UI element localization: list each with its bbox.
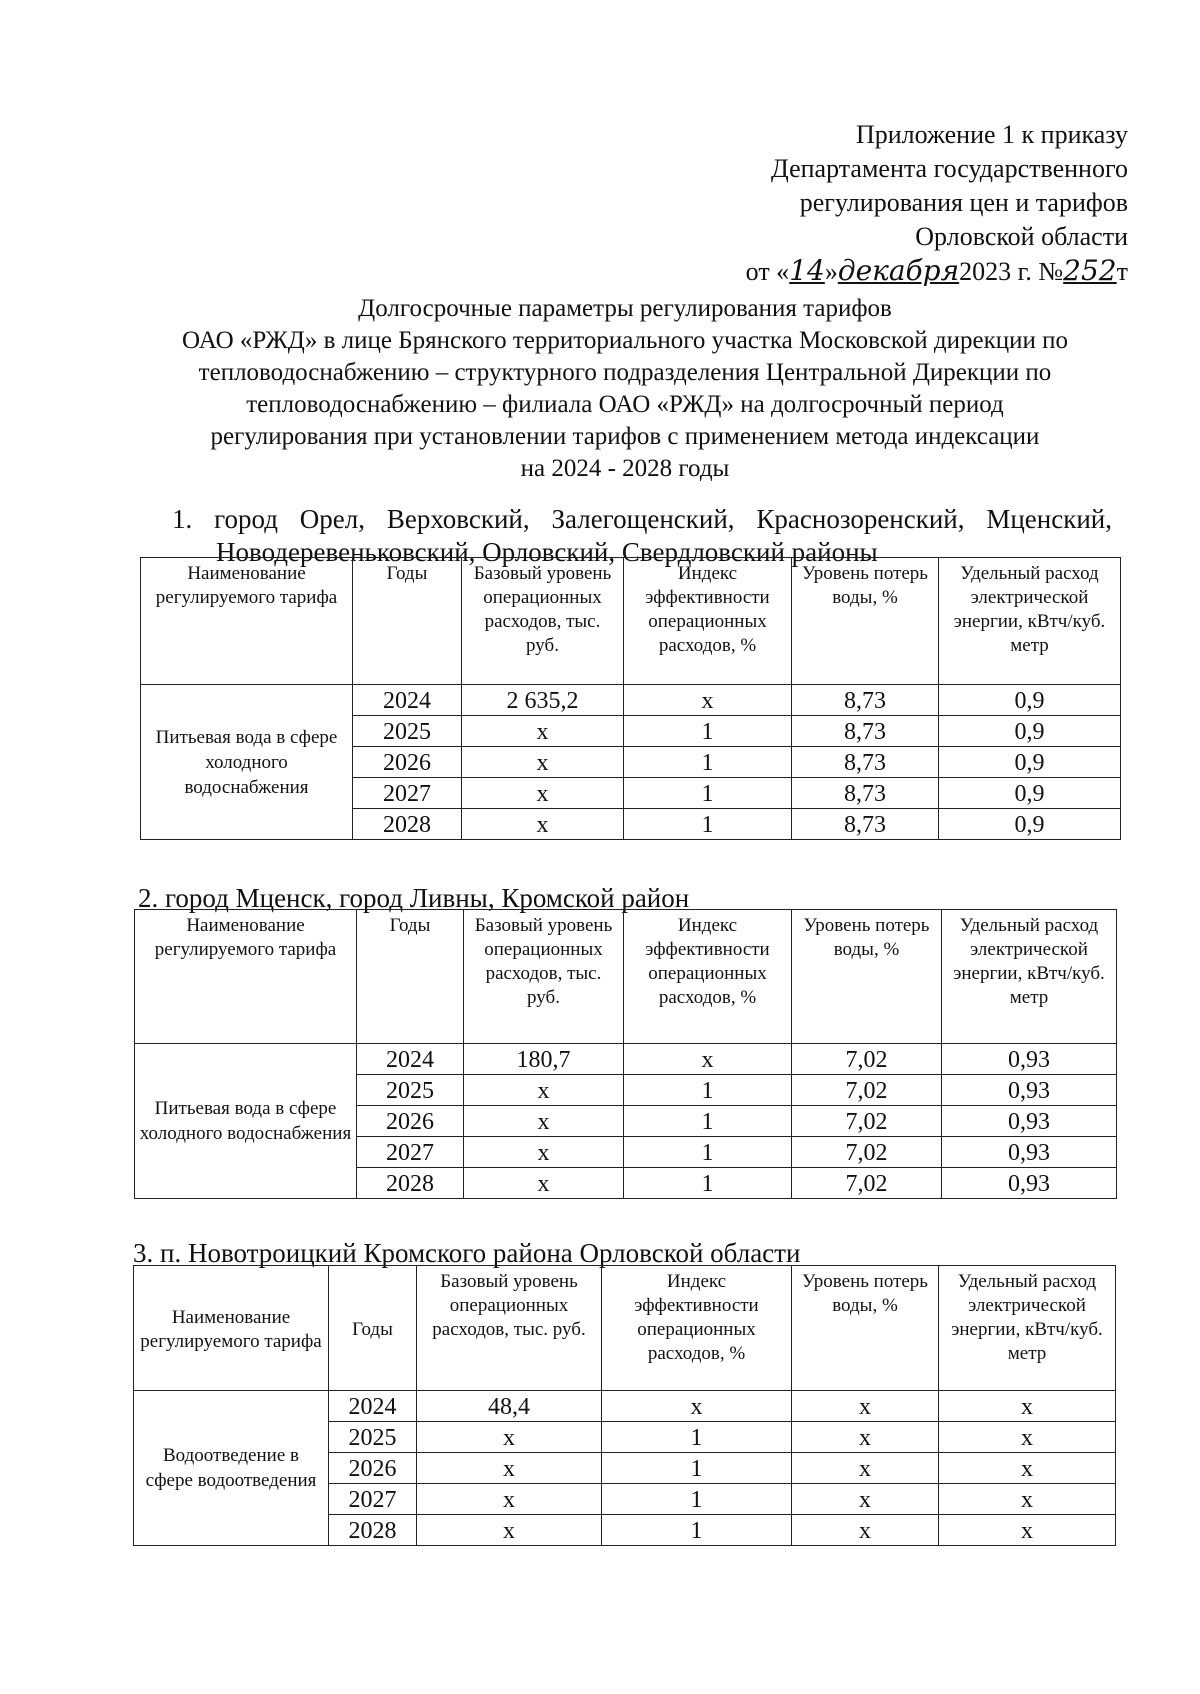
water-loss-cell: 7,02 [792, 1137, 942, 1168]
energy-use-cell: 0,9 [939, 716, 1121, 747]
year-cell: 2027 [357, 1137, 464, 1168]
water-loss-cell: 8,73 [792, 809, 939, 840]
heading-line: Новодеревеньковский, Орловский, Свердловский районы [216, 537, 878, 567]
date-year: 2023 г. № [959, 257, 1064, 286]
year-cell: 2026 [329, 1453, 417, 1484]
efficiency-index-cell: 1 [624, 809, 792, 840]
energy-use-cell: 0,9 [939, 747, 1121, 778]
column-header: Уровень потерь воды, % [792, 558, 939, 685]
efficiency-index-cell: 1 [624, 1137, 792, 1168]
base-cost-cell: x [464, 1075, 624, 1106]
year-cell: 2027 [353, 778, 462, 809]
year-cell: 2025 [357, 1075, 464, 1106]
year-cell: 2024 [329, 1391, 417, 1422]
table-header-row [141, 558, 1121, 685]
efficiency-index-cell: 1 [602, 1453, 792, 1484]
water-loss-cell: x [792, 1391, 939, 1422]
table-row [141, 685, 1121, 716]
energy-use-cell: x [939, 1453, 1116, 1484]
document-title [150, 293, 1100, 485]
energy-use-cell: 0,9 [939, 685, 1121, 716]
date-month-handwritten: декабря [837, 254, 960, 287]
year-cell: 2025 [353, 716, 462, 747]
title-line: тепловодоснабжению – филиала ОАО «РЖД» на долгосрочный период [246, 391, 1004, 418]
efficiency-index-cell: 1 [624, 747, 792, 778]
base-cost-cell: x [464, 1168, 624, 1199]
base-cost-cell: x [464, 1106, 624, 1137]
water-loss-cell: 7,02 [792, 1075, 942, 1106]
year-cell: 2028 [353, 809, 462, 840]
water-loss-cell: x [792, 1422, 939, 1453]
water-loss-cell: 8,73 [792, 778, 939, 809]
heading-word: Залегощенский, [551, 504, 735, 534]
section-3-table [133, 1265, 1116, 1546]
appendix-line: Департамента государственного [771, 154, 1128, 183]
order-number-handwritten: 252 [1063, 254, 1117, 287]
table-header-row [134, 1266, 1116, 1391]
title-line: тепловодоснабжению – структурного подразделения Центральной Дирекции по [198, 359, 1052, 386]
section-1-table [140, 557, 1121, 840]
date-mid: » [824, 257, 838, 286]
table-row [134, 1391, 1116, 1422]
energy-use-cell: 0,93 [942, 1044, 1117, 1075]
tariff-name: Водоотведение в сфере водоотведения [134, 1391, 329, 1546]
heading-word: город [214, 504, 278, 534]
energy-use-cell: x [939, 1391, 1116, 1422]
energy-use-cell: 0,9 [939, 809, 1121, 840]
heading-word: Краснозоренский, [756, 504, 965, 534]
column-header: Индекс эффективности операционных расходов, % [624, 558, 792, 685]
column-header: Годы [353, 558, 462, 685]
base-cost-cell: 48,4 [417, 1391, 602, 1422]
base-cost-cell: x [462, 747, 624, 778]
water-loss-cell: x [792, 1484, 939, 1515]
heading-word: Орел, [299, 504, 365, 534]
column-header: Базовый уровень операционных расходов, тыс. руб. [462, 558, 624, 685]
date-day-handwritten: 14 [789, 254, 825, 287]
heading-word: 1. [172, 504, 193, 534]
year-cell: 2028 [329, 1515, 417, 1546]
order-date-line [568, 254, 1128, 289]
water-loss-cell: x [792, 1453, 939, 1484]
appendix-line: регулирования цен и тарифов [799, 188, 1128, 217]
efficiency-index-cell: x [624, 1044, 792, 1075]
column-header: Уровень потерь воды, % [792, 1266, 939, 1391]
efficiency-index-cell: 1 [602, 1422, 792, 1453]
section-2-table [134, 909, 1117, 1199]
energy-use-cell: 0,93 [942, 1106, 1117, 1137]
appendix-header [568, 118, 1128, 289]
efficiency-index-cell: 1 [624, 778, 792, 809]
column-header: Удельный расход электрической энергии, кВтч/куб. метр [939, 1266, 1116, 1391]
year-cell: 2026 [353, 747, 462, 778]
water-loss-cell: 8,73 [792, 685, 939, 716]
heading-word: Верховский, [386, 504, 530, 534]
column-header: Удельный расход электрической энергии, кВтч/куб. метр [939, 558, 1121, 685]
energy-use-cell: x [939, 1422, 1116, 1453]
base-cost-cell: x [464, 1137, 624, 1168]
efficiency-index-cell: 1 [624, 1106, 792, 1137]
title-line: регулирования при установлении тарифов с применением метода индексации [210, 423, 1040, 450]
water-loss-cell: x [792, 1515, 939, 1546]
tariff-name: Питьевая вода в сфере холодного водоснабжения [135, 1044, 357, 1199]
section-3-heading: 3. п. Новотроицкий Кромского района Орловской области [133, 1238, 801, 1268]
base-cost-cell: 2 635,2 [462, 685, 624, 716]
base-cost-cell: x [417, 1453, 602, 1484]
water-loss-cell: 7,02 [792, 1106, 942, 1137]
title-line: ОАО «РЖД» в лице Брянского территориального участка Московской дирекции по [181, 327, 1069, 354]
year-cell: 2026 [357, 1106, 464, 1137]
efficiency-index-cell: x [624, 685, 792, 716]
column-header: Удельный расход электрической энергии, кВтч/куб. метр [942, 910, 1117, 1044]
table-row [135, 1044, 1117, 1075]
appendix-line: Орловской области [915, 222, 1128, 251]
efficiency-index-cell: 1 [602, 1484, 792, 1515]
year-cell: 2024 [353, 685, 462, 716]
energy-use-cell: 0,9 [939, 778, 1121, 809]
column-header: Индекс эффективности операционных расходов, % [624, 910, 792, 1044]
year-cell: 2027 [329, 1484, 417, 1515]
base-cost-cell: x [462, 716, 624, 747]
year-cell: 2024 [357, 1044, 464, 1075]
water-loss-cell: 8,73 [792, 716, 939, 747]
table-header-row [135, 910, 1117, 1044]
base-cost-cell: x [417, 1515, 602, 1546]
appendix-line: Приложение 1 к приказу [855, 120, 1128, 149]
energy-use-cell: 0,93 [942, 1168, 1117, 1199]
tariff-name: Питьевая вода в сфере холодного водоснабжения [141, 685, 353, 840]
efficiency-index-cell: 1 [624, 1075, 792, 1106]
column-header: Наименование регулируемого тарифа [134, 1266, 329, 1391]
column-header: Уровень потерь воды, % [792, 910, 942, 1044]
section-2-heading: 2. город Мценск, город Ливны, Кромской район [138, 883, 690, 913]
energy-use-cell: x [939, 1484, 1116, 1515]
title-line: на 2024 - 2028 годы [520, 455, 730, 482]
date-prefix: от « [745, 257, 790, 286]
column-header: Наименование регулируемого тарифа [141, 558, 353, 685]
title-line: Долгосрочные параметры регулирования тарифов [358, 295, 892, 322]
water-loss-cell: 8,73 [792, 747, 939, 778]
base-cost-cell: 180,7 [464, 1044, 624, 1075]
column-header: Базовый уровень операционных расходов, тыс. руб. [464, 910, 624, 1044]
order-suffix: т [1116, 257, 1128, 286]
base-cost-cell: x [417, 1422, 602, 1453]
efficiency-index-cell: 1 [624, 716, 792, 747]
column-header: Базовый уровень операционных расходов, тыс. руб. [417, 1266, 602, 1391]
column-header: Наименование регулируемого тарифа [135, 910, 357, 1044]
water-loss-cell: 7,02 [792, 1044, 942, 1075]
water-loss-cell: 7,02 [792, 1168, 942, 1199]
energy-use-cell: x [939, 1515, 1116, 1546]
base-cost-cell: x [417, 1484, 602, 1515]
efficiency-index-cell: x [602, 1391, 792, 1422]
efficiency-index-cell: 1 [624, 1168, 792, 1199]
year-cell: 2025 [329, 1422, 417, 1453]
energy-use-cell: 0,93 [942, 1137, 1117, 1168]
column-header: Индекс эффективности операционных расходов, % [602, 1266, 792, 1391]
column-header: Годы [357, 910, 464, 1044]
base-cost-cell: x [462, 809, 624, 840]
heading-word: Мценский, [986, 504, 1112, 534]
energy-use-cell: 0,93 [942, 1075, 1117, 1106]
efficiency-index-cell: 1 [602, 1515, 792, 1546]
column-header: Годы [329, 1266, 417, 1391]
base-cost-cell: x [462, 778, 624, 809]
year-cell: 2028 [357, 1168, 464, 1199]
